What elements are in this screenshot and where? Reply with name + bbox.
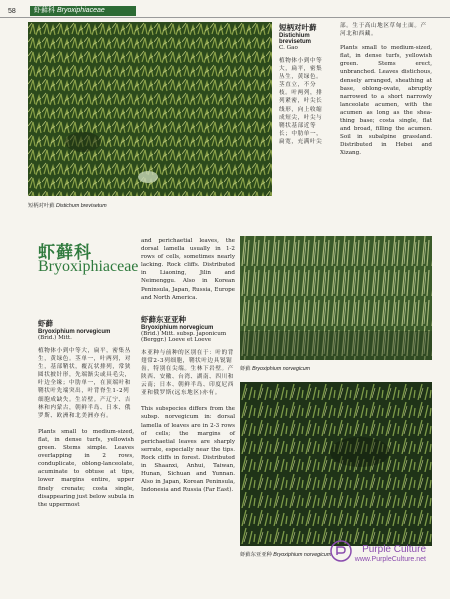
caption-top-cn: 短柄对叶藓 [28,203,55,209]
caption-top [28,201,107,209]
species3-block [141,314,235,495]
species3-cn-text: 本亚种与前种的区别在于：叶的背翅常2-3列细胞，鞘状叶边具锐锯齿，特别在尖端。生林下岩壁。产陕西、安徽、台湾、湖南、四川和云南；日本、朝鲜半岛、印度尼西亚和俄罗斯(远东地区)亦有。 [141,349,234,397]
cn-line: 长；中肋单一， [279,130,323,137]
species1-cn-col2: 部。生于高山地区草甸土面。产河北和西藏。 [340,23,427,38]
species1-name-cn: 短柄对叶藓 [279,23,317,32]
species2-en-text: Plants small to medium-sized, flat, in dense turfs, yellowish green. Stems simple. Leaves overlapping in 2 rows, conduplicate, oblong-lanceolate, acuminate to obtuse at tips, lower margins entire, upper finely crenate; costa single, disappearing just below subula in the uppermost [38,428,134,508]
cn-line: 茎直立，不分 [279,82,317,89]
middle-column [141,237,235,494]
species1-author: C. Gao [279,45,298,51]
moss-image [240,236,432,360]
species3-name-cn: 虾藓东亚亚种 [141,314,186,324]
species1-block [279,22,334,146]
species1-name-lat-1: Distichium [279,33,310,39]
species2-en-cont: and perichaetial leaves, the dorsal lamella usually in 1-2 rows of cells, sometimes nearly lacking. Rock cliffs. Distributed in Liaoning, Jilin and Neimenggu. Also in Korean Peninsula, Japan, Russia, Europe and North America. [141,238,235,301]
cn-line: 列紧密，叶尖长 [279,98,323,105]
moss-image [240,382,432,546]
cn-line: 鞘状基部近等 [279,122,317,129]
family-title-lat: Bryoxiphiaceae [38,258,139,275]
species1-block-2 [340,22,432,158]
cn-line: 线形，向上收缩 [279,106,323,113]
photo-distichum-brevisetum [28,22,272,196]
cn-line: 枝。叶两列，排 [279,90,323,97]
species3-en-text: This subspecies differs from the subsp. norvegicum in: dorsal lamella of leaves are in 2-3 rows of cells; the margins of perichaetial leaves are sharply serrate, especially near the tips. Rock cliffs in forest. Distributed in Shaanxi, Anhui, Taiwan, Hunan, Sichuan and Yunnan. Also in Japan, Korean Peninsula, Indonesia and Russia (Far East). [141,406,235,494]
species3-name-lat-a: Bryoxiphium norvegicum [141,324,214,331]
species2-name-cn: 虾藓 [38,319,53,328]
species2-name-lat: Bryoxiphium norvegicum [38,329,111,335]
species3-name-lat-b: (Brid.) Mitt. subsp. japonicum [141,330,227,337]
header-cn: 虾藓科 [34,7,55,14]
purple-culture-logo-icon [330,540,352,562]
cn-line: 成短尖，叶尖与 [279,114,323,121]
caption-mid-lat: Bryoxiphium norvegicum [252,366,311,372]
page-number: 58 [8,8,16,15]
species2-block [38,318,134,509]
species1-en-text: Plants small to medium-sized, flat, in dense turfs, yellowish green. Stems erect, unbranched. Leaves distichous, densely arranged, sheathing at base, oblong-ovate, abruptly narrowed to a short narrowly lanceolate acumen, with the acumen as long as the shea-thing base; costa single, flat and broad, filling the acumen. Soil in subalpine grassland. Distributed in Hebei and Xizang. [340,45,432,157]
caption-bottom-cn: 虾藓东亚亚种 [240,552,272,558]
photo-bryoxiphium-japonicum [240,382,432,546]
caption-mid-cn: 虾藓 [240,366,251,372]
species1-cn-lines [279,57,334,146]
cn-line: 扁宽，充满叶尖 [279,138,323,145]
species3-author: (Berggr.) Loeve et Loeve [141,336,212,343]
caption-mid [240,364,310,372]
cn-line: 植物体小到中等 [279,58,323,64]
caption-top-lat: Distichum brevisetum [55,203,107,209]
moss-image [28,22,272,196]
header-rule [0,17,450,18]
cn-line: 大，扁平，密集 [279,66,323,73]
watermark-brand: Purple Culture [362,544,426,555]
species2-cn-text: 植物体小到中等大，扁平，密集丛生，黄绿色。茎单一，叶两列，对生，基部鞘状，覆瓦状排列，常狭圆状披针形，先端渐尖或具毛尖，叶边全缘；中肋单一，在顶端叶和鞘状叶先端突出，叶背脊生1-2列细胞成缺失。生岩壁。产辽宁、吉林和内蒙古，朝鲜半岛、日本、俄罗斯、欧洲和北美洲亦有。 [38,348,131,419]
family-title-cn: 虾藓科 [38,243,92,263]
species2-author: (Brid.) Mitt. [38,335,72,341]
watermark-url[interactable]: www.PurpleCulture.net [354,556,426,563]
photo-bryoxiphium-norvegicum [240,236,432,360]
caption-bottom-lat: Bryoxiphium norvegicum [273,552,332,558]
cn-line: 丛生，黄绿色。 [279,74,323,81]
header-lat: Bryoxiphiaceae [56,7,105,14]
running-header [30,6,136,16]
species1-name-lat-2: brevisetum [279,39,312,45]
caption-bottom [240,550,331,558]
